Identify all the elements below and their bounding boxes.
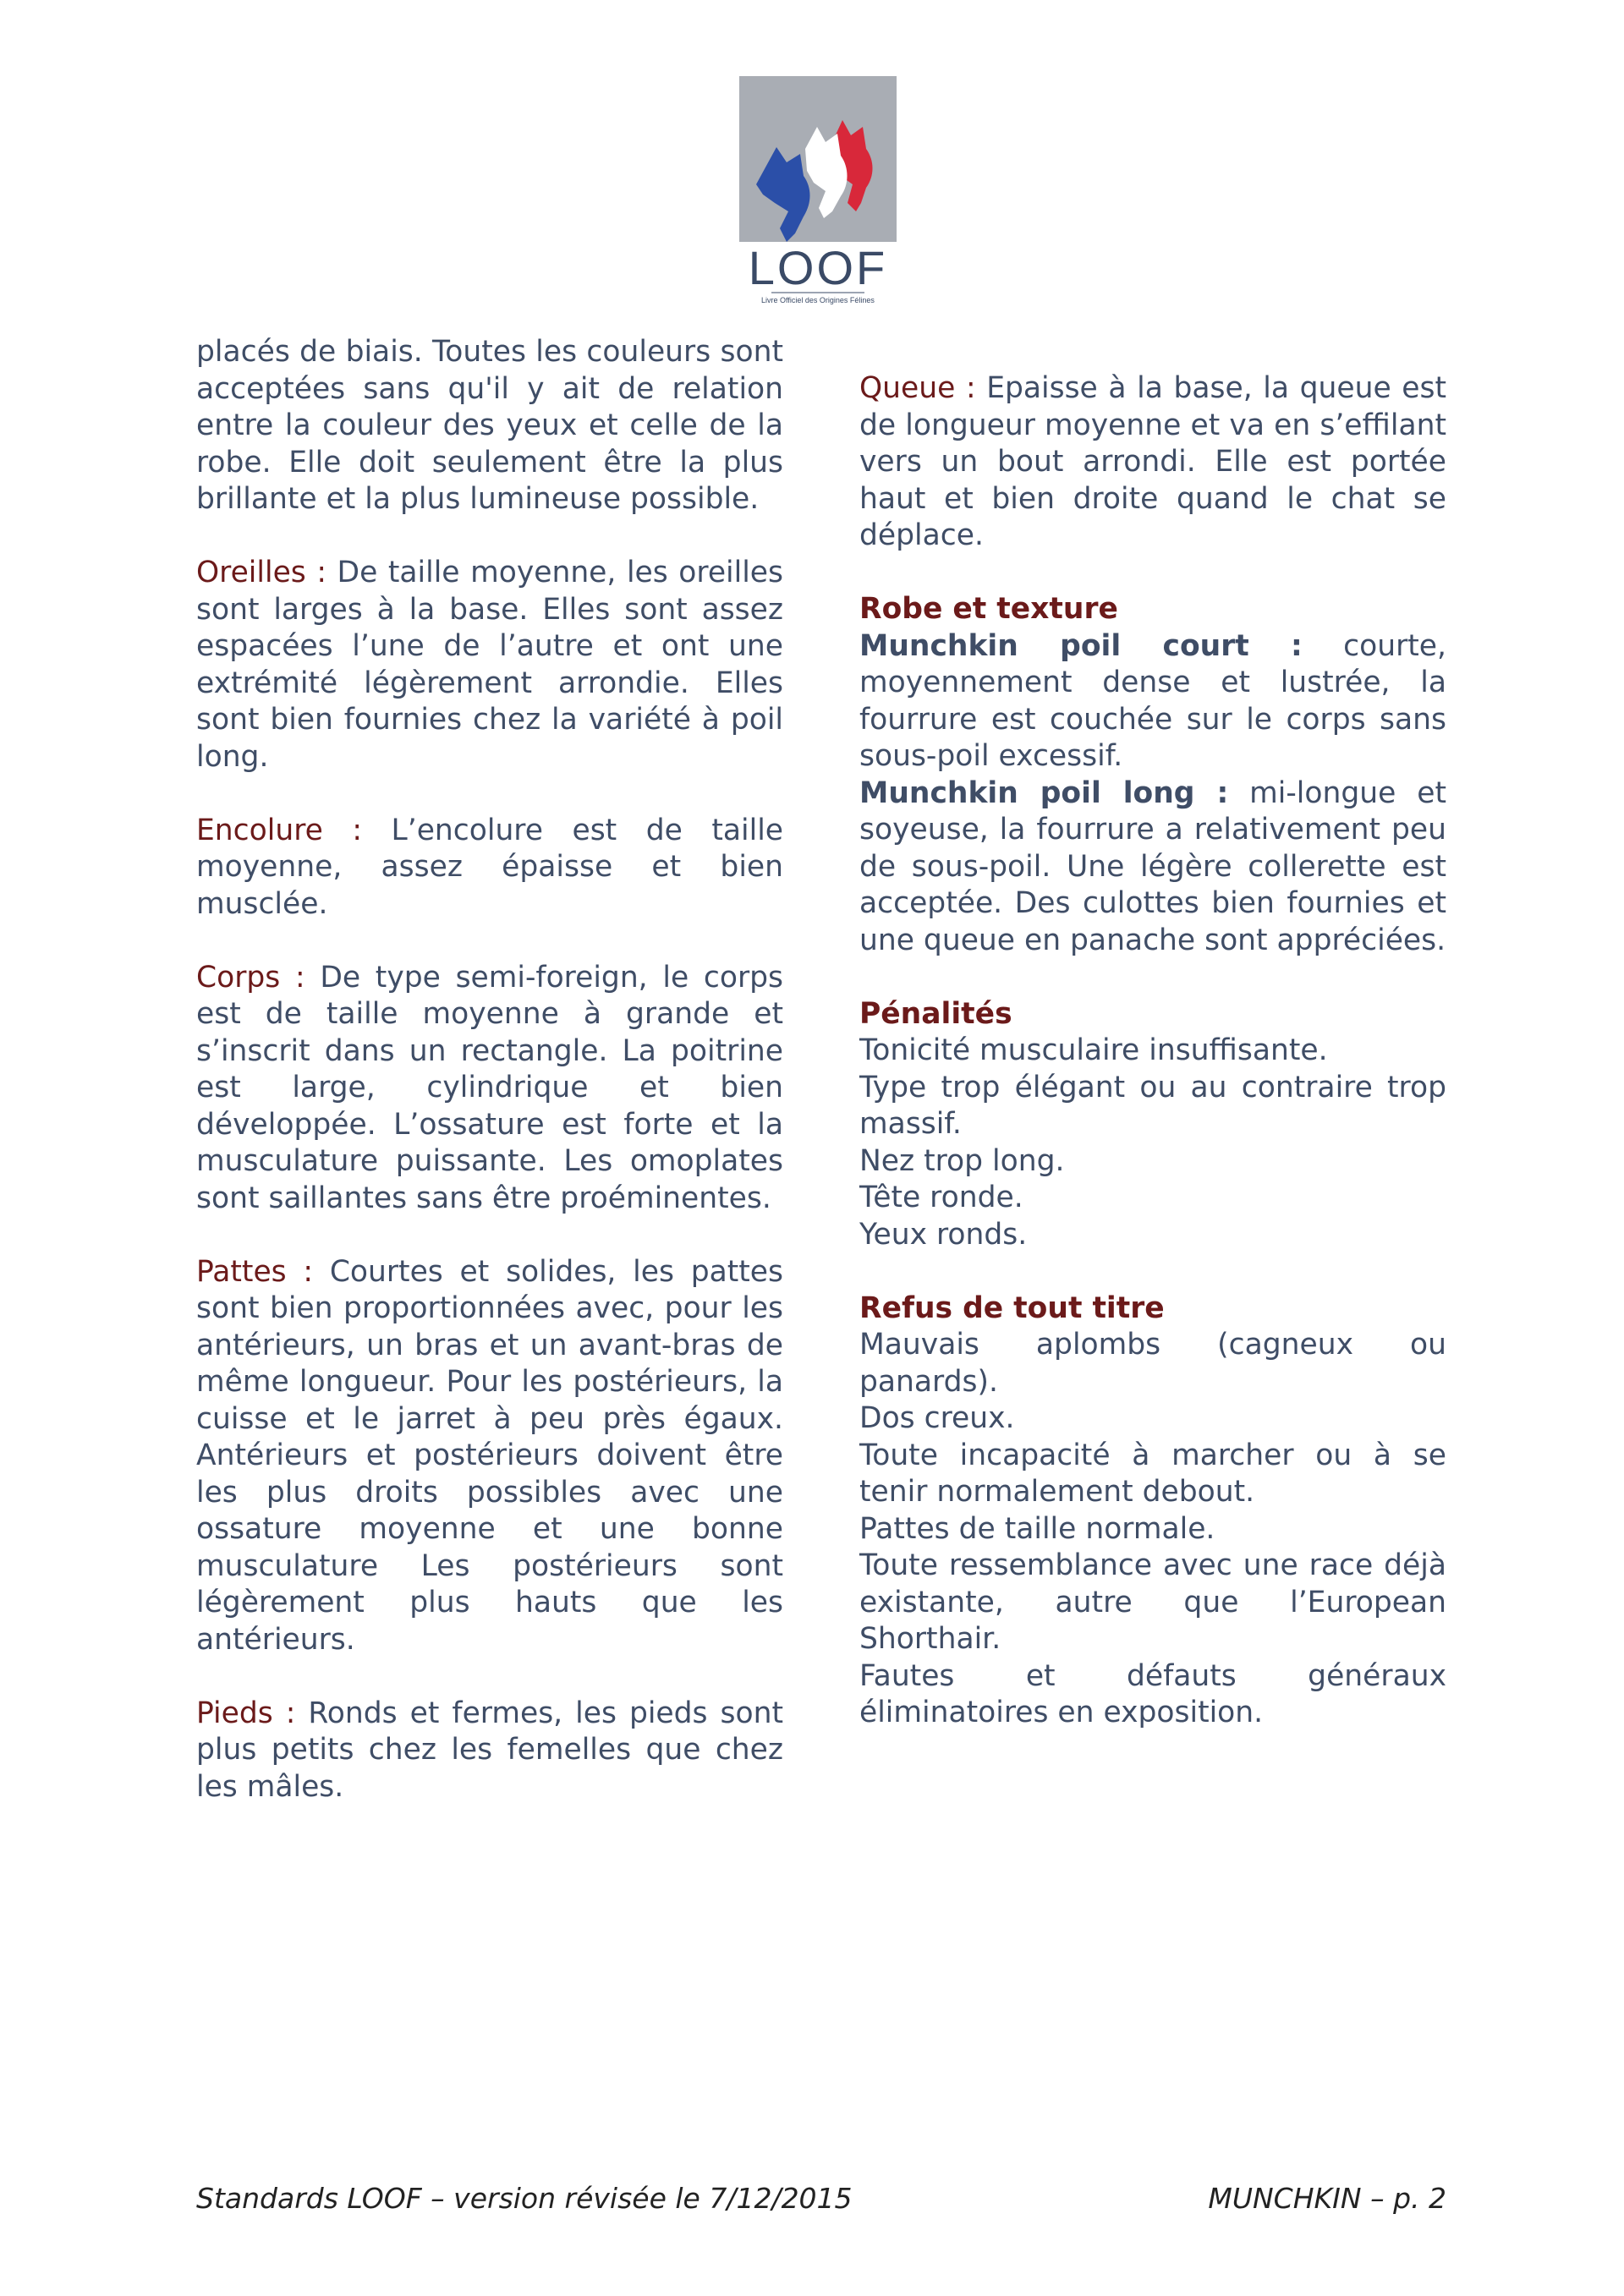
refusal-item: Fautes et défauts généraux éliminatoires en exposition. <box>859 1658 1446 1729</box>
feet-text: Ronds et fermes, les pieds sont plus petits chez les femelles que chez les mâles. <box>196 1696 784 1804</box>
body-paragraph <box>196 960 783 1218</box>
refusal-item: Toute incapacité à marcher ou à se tenir normalement debout. <box>859 1438 1446 1509</box>
penalties-title: Pénalités <box>859 996 1012 1031</box>
penalty-item: Tonicité musculaire insuffisante. <box>859 1033 1328 1067</box>
loof-logo <box>739 76 897 306</box>
left-column <box>196 334 783 1843</box>
refusal-item: Pattes de taille normale. <box>859 1511 1215 1546</box>
legs-paragraph <box>196 1254 783 1659</box>
penalty-item: Nez trop long. <box>859 1143 1065 1178</box>
short-hair-paragraph <box>859 628 1446 775</box>
long-hair-text: mi-longue et soyeuse, la fourrure a relativement peu de sous-poil. Une légère collerette est acceptée. Des culottes bien fournies et une queue en panache sont appréciées. <box>859 775 1446 957</box>
loof-logo-graphic <box>739 76 897 306</box>
penalty-item: Yeux ronds. <box>859 1217 1028 1252</box>
penalty-item: Type trop élégant ou au contraire trop massif. <box>859 1070 1446 1141</box>
refusal-item: Toute ressemblance avec une race déjà existante, autre que l’European Shorthair. <box>859 1548 1446 1656</box>
eyes-text: placés de biais. Toutes les couleurs sont acceptées sans qu'il y ait de relation entre la couleur des yeux et celle de la robe. Elle doit seulement être la plus brillante et la plus lumineuse possible. <box>196 335 783 516</box>
ears-text: De taille moyenne, les oreilles sont larges à la base. Elles sont assez espacées l’une de l’autre et ont une extrémité légèrement arrondie. Elles sont bien fournies chez la variété à poil long. <box>196 556 784 774</box>
refusal-section <box>859 1290 1446 1732</box>
neck-text: L’encolure est de taille moyenne, assez épaisse et bien musclée. <box>196 813 783 921</box>
legs-term: Pattes : <box>196 1254 314 1289</box>
right-column <box>859 370 1446 1768</box>
body-term: Corps : <box>196 960 305 995</box>
body-text: De type semi-foreign, le corps est de taille moyenne à grande et s’inscrit dans un rectangle. La poitrine est large, cylindrique et bien développée. L’ossature est forte et la musculature puissante. Les omoplates sont saillantes sans être proéminentes. <box>196 960 784 1215</box>
penalties-section <box>859 996 1446 1254</box>
neck-term: Encolure : <box>196 813 362 847</box>
logo-tagline: Livre Officiel des Origines Félines <box>761 296 875 304</box>
ears-term: Oreilles : <box>196 556 326 589</box>
legs-text: Courtes et solides, les pattes sont bien proportionnées avec, pour les antérieurs, un bras et un avant-bras de même longueur. Pour les postérieurs, la cuisse et le jarret à peu près égaux. Antérieurs et postérieurs doivent être les plus droits possibles avec une ossature moyenne et une bonne musculature Les postérieurs sont légèrement plus hauts que les antérieurs. <box>196 1254 783 1657</box>
long-hair-term: Munchkin poil long : <box>859 775 1229 810</box>
footer-page-number: MUNCHKIN – p. 2 <box>1208 2182 1446 2215</box>
feet-term: Pieds : <box>196 1696 296 1730</box>
short-hair-text: courte, moyennement dense et lustrée, la fourrure est couchée sur le corps sans sous-poil excessif. <box>859 628 1446 773</box>
coat-title: Robe et texture <box>859 592 1118 626</box>
refusal-item: Dos creux. <box>859 1401 1015 1435</box>
eyes-continued-paragraph <box>196 334 783 518</box>
tail-term: Queue : <box>859 371 976 405</box>
penalty-item: Tête ronde. <box>859 1181 1023 1214</box>
neck-paragraph <box>196 813 783 923</box>
coat-section <box>859 591 1446 959</box>
tail-paragraph <box>859 370 1446 555</box>
tail-text: Epaisse à la base, la queue est de longueur moyenne et va en s’effilant vers un bout arrondi. Elle est portée haut et bien droite quand le chat se déplace. <box>859 371 1447 552</box>
feet-paragraph <box>196 1696 783 1806</box>
refusal-title: Refus de tout titre <box>859 1290 1165 1325</box>
long-hair-paragraph <box>859 775 1446 960</box>
ears-paragraph <box>196 555 783 775</box>
short-hair-term: Munchkin poil court : <box>859 628 1303 663</box>
refusal-item: Mauvais aplombs (cagneux ou panards). <box>859 1328 1446 1399</box>
logo-wordmark: LOOF <box>748 241 888 294</box>
footer-standard-version: Standards LOOF – version révisée le 7/12/2015 <box>196 2182 853 2215</box>
